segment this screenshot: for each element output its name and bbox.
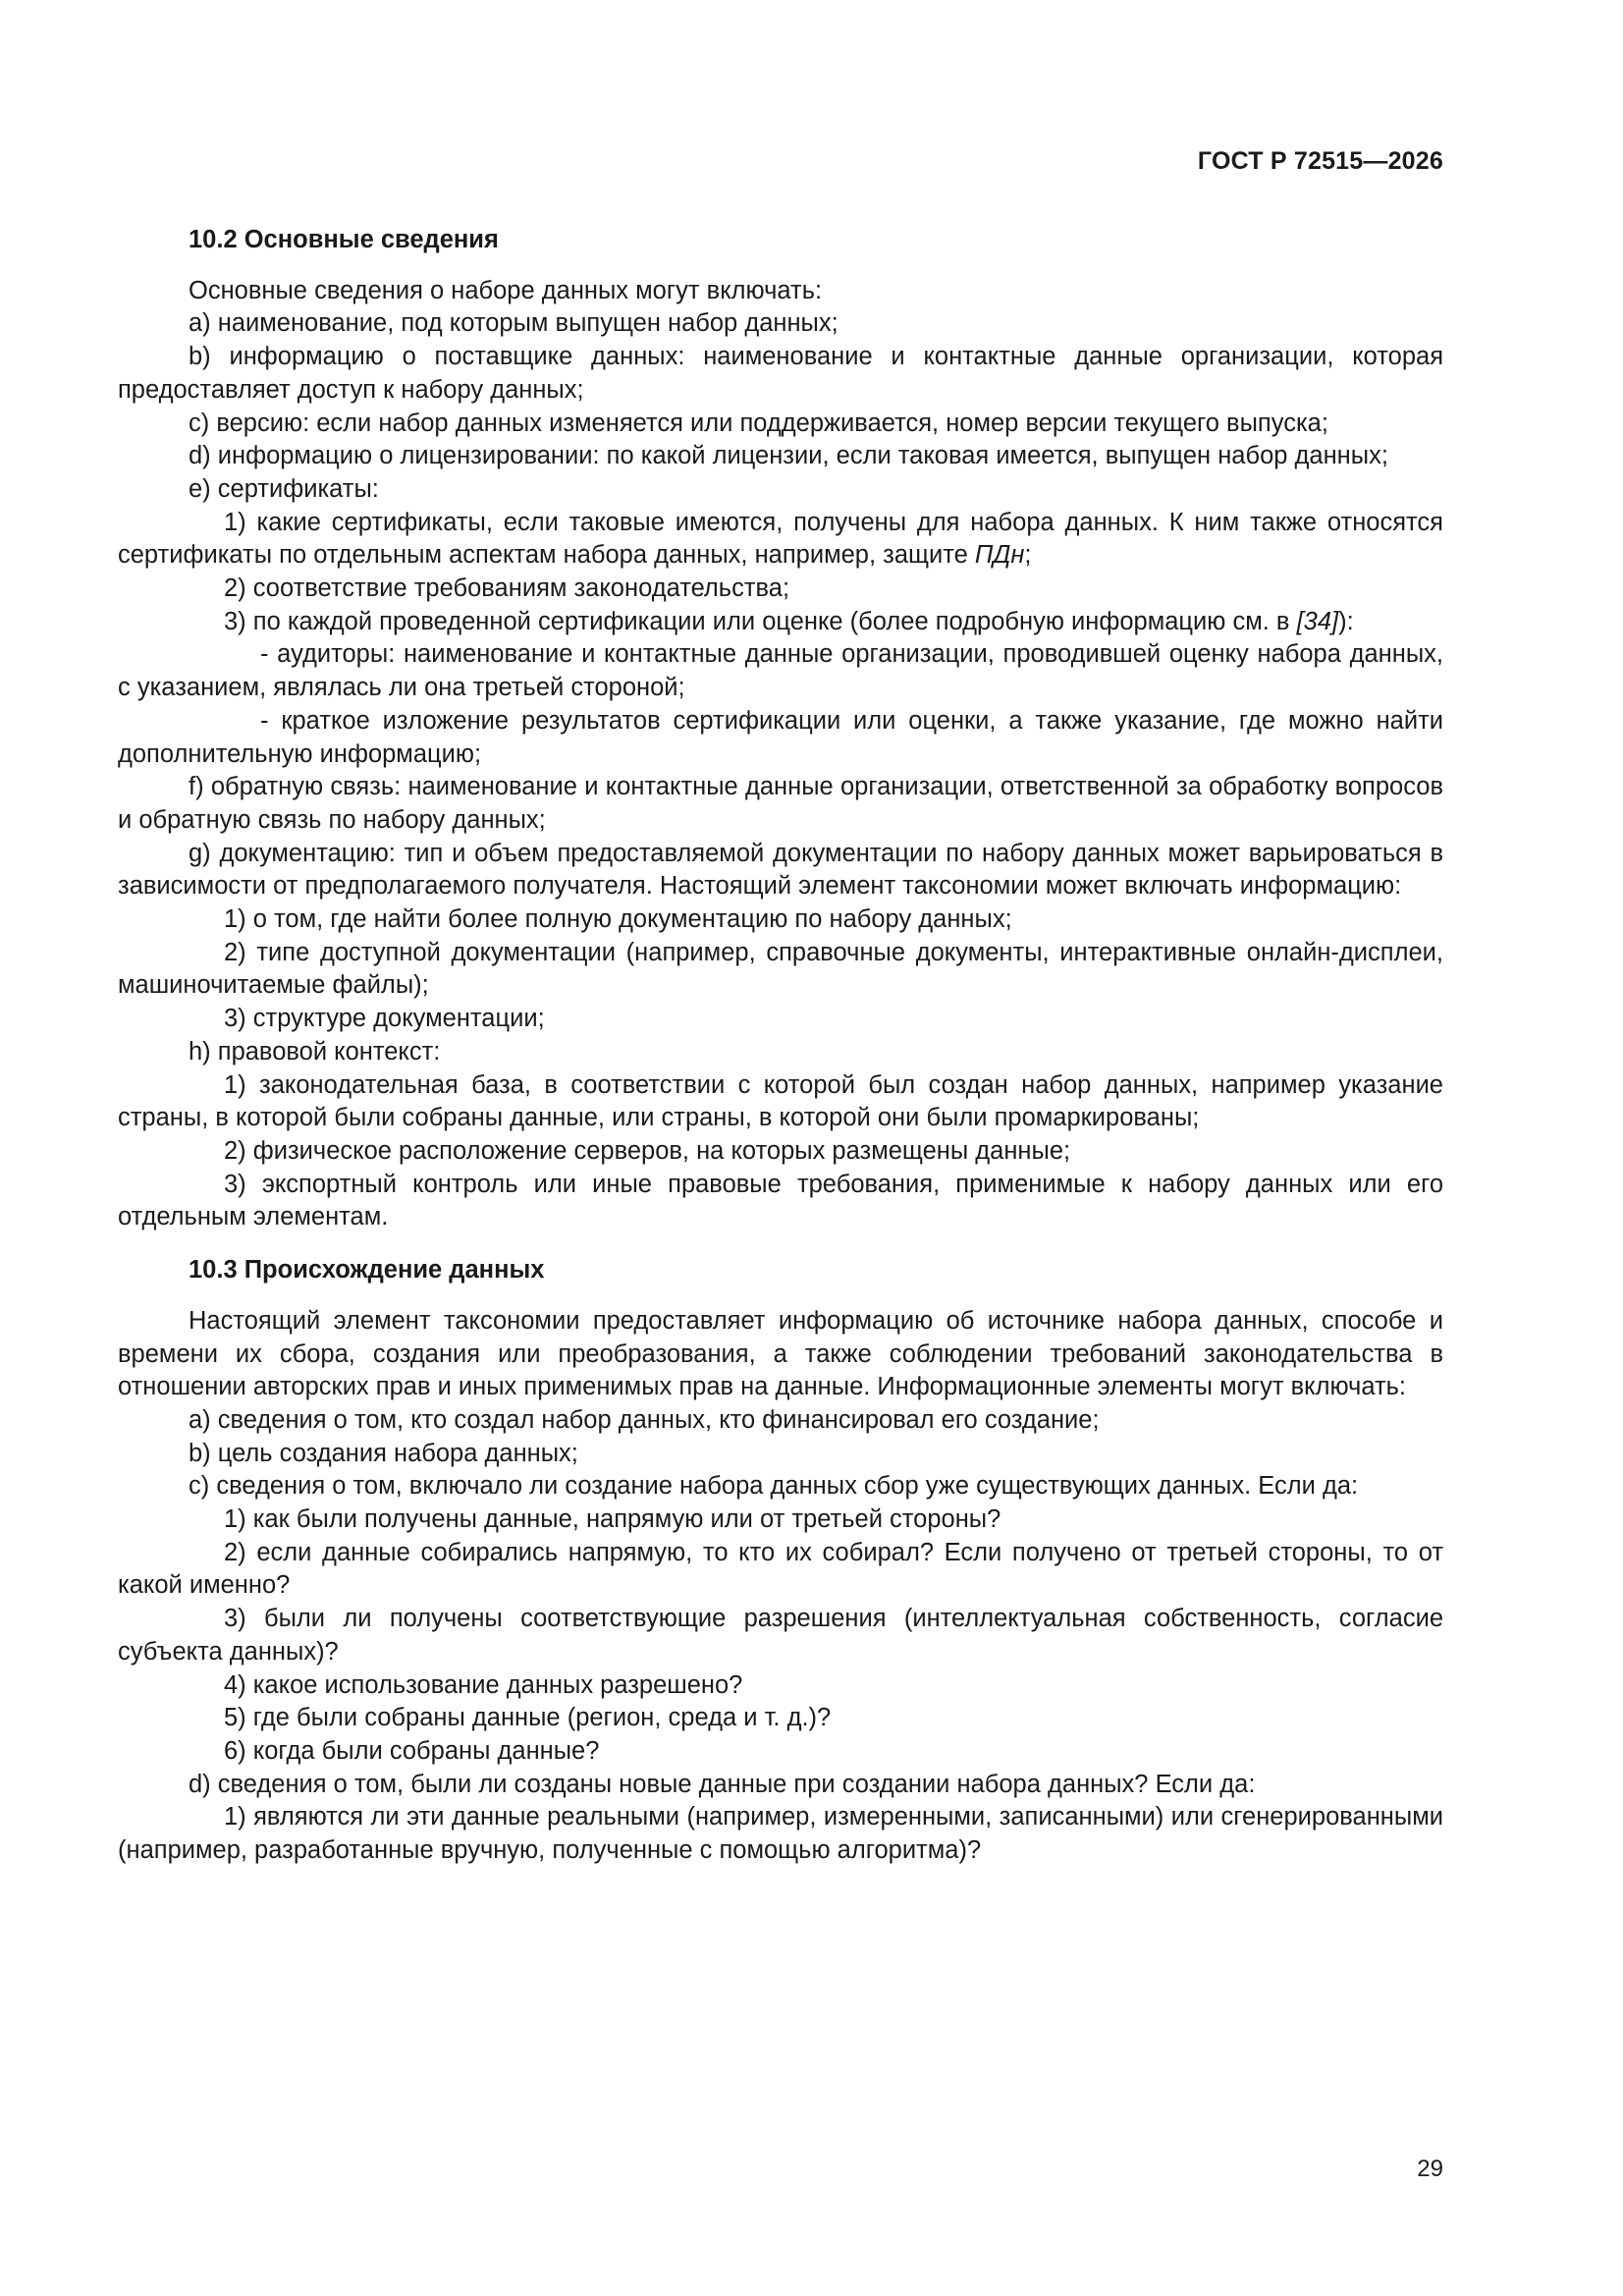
- document-code: ГОСТ Р 72515—2026: [1197, 147, 1443, 175]
- section-title-10-2: 10.2 Основные сведения: [189, 226, 499, 253]
- sub-list-item: 2) физическое расположение серверов, на которых размещены данные;: [224, 1136, 1071, 1165]
- sub-list-item: 2) если данные собирались напрямую, то кто их собирал? Если получено от третьей стороны, то от какой именно?: [118, 1538, 1443, 1600]
- sub-list-item: 3) были ли получены соответствующие разрешения (интеллектуальная собственность, согласие субъекта данных)?: [118, 1605, 1443, 1666]
- sub-list-item: 3) экспортный контроль или иные правовые требования, применимые к набору данных или его отдельным элементам.: [118, 1170, 1443, 1231]
- sub-list-item: 6) когда были собраны данные?: [224, 1736, 600, 1765]
- page-number: 29: [1417, 2156, 1443, 2182]
- sub-list-item: 3) структуре документации;: [224, 1005, 545, 1033]
- sub-list-item: 1) о том, где найти более полную документацию по набору данных;: [224, 905, 1012, 934]
- list-item: c) сведения о том, включало ли создание набора данных сбор уже существующих данных. Если да:: [189, 1472, 1359, 1501]
- list-item: h) правовой контекст:: [189, 1037, 441, 1066]
- document-body: [118, 224, 1443, 1868]
- text-run: 3) по каждой проведенной сертификации или оценке (более подробную информацию см. в: [224, 607, 1297, 635]
- dash-item: - аудиторы: наименование и контактные данные организации, проводившей оценку набора данных, с указанием, являлась ли она третьей стороной;: [118, 640, 1443, 702]
- section-title-10-3: 10.3 Происхождение данных: [189, 1256, 545, 1285]
- paragraph: Основные сведения о наборе данных могут включать:: [189, 276, 823, 304]
- sub-list-item: 5) где были собраны данные (регион, среда и т. д.)?: [224, 1704, 832, 1732]
- list-item: f) обратную связь: наименование и контактные данные организации, ответственной за обработку вопросов и обратную связь по набору данных;: [118, 773, 1443, 834]
- list-item: d) информацию о лицензировании: по какой лицензии, если таковая имеется, выпущен набор данных;: [189, 442, 1388, 470]
- sub-list-item: [118, 507, 1443, 573]
- list-item: a) наименование, под которым выпущен набор данных;: [189, 309, 839, 338]
- abbreviation: ПДн: [974, 541, 1025, 570]
- sub-list-item: [118, 606, 1443, 639]
- sub-list-item: 1) являются ли эти данные реальными (например, измеренными, записанными) или сгенерированными (например, разработанные вручную, полученные с помощью алгоритма)?: [118, 1803, 1443, 1865]
- list-item: d) сведения о том, были ли созданы новые данные при создании набора данных? Если да:: [189, 1770, 1256, 1798]
- sub-list-item: 2) типе доступной документации (например, справочные документы, интерактивные онлайн-дисплеи, машиночитаемые файлы);: [118, 938, 1443, 1000]
- reference-link: [34]: [1296, 607, 1339, 635]
- text-run: 1) какие сертификаты, если таковые имеются, получены для набора данных. К ним также относятся сертификаты по отдельным аспектам набора данных, например, защите: [118, 508, 1443, 570]
- list-item: e) сертификаты:: [189, 474, 379, 503]
- list-item: b) информацию о поставщике данных: наименование и контактные данные организации, которая предоставляет доступ к набору данных;: [118, 343, 1443, 404]
- text-run: ;: [1024, 541, 1032, 570]
- sub-list-item: 1) как были получены данные, напрямую или от третьей стороны?: [224, 1505, 1001, 1534]
- sub-list-item: 1) законодательная база, в соответствии с которой был создан набор данных, например указание страны, в которой были собраны данные, или страны, в которой они были промаркированы;: [118, 1070, 1443, 1132]
- sub-list-item: 2) соответствие требованиям законодательства;: [224, 574, 790, 603]
- dash-item: - краткое изложение результатов сертификации или оценки, а также указание, где можно найти дополнительную информацию;: [118, 706, 1443, 768]
- text-run: ):: [1338, 607, 1354, 635]
- list-item: a) сведения о том, кто создал набор данных, кто финансировал его создание;: [189, 1405, 1100, 1434]
- list-item: c) версию: если набор данных изменяется или поддерживается, номер версии текущего выпуска;: [189, 409, 1328, 437]
- list-item: b) цель создания набора данных;: [189, 1439, 578, 1467]
- paragraph: Настоящий элемент таксономии предоставляет информацию об источнике набора данных, способе и времени их сбора, создания или преобразования, а также соблюдении требований законодательства в отношении авторских прав и иных применимых прав на данные. Информационные элементы могут включать:: [118, 1306, 1443, 1401]
- sub-list-item: 4) какое использование данных разрешено?: [224, 1670, 743, 1699]
- list-item: g) документацию: тип и объем предоставляемой документации по набору данных может варьироваться в зависимости от предполагаемого получателя. Настоящий элемент таксономии может включать информацию:: [118, 839, 1443, 901]
